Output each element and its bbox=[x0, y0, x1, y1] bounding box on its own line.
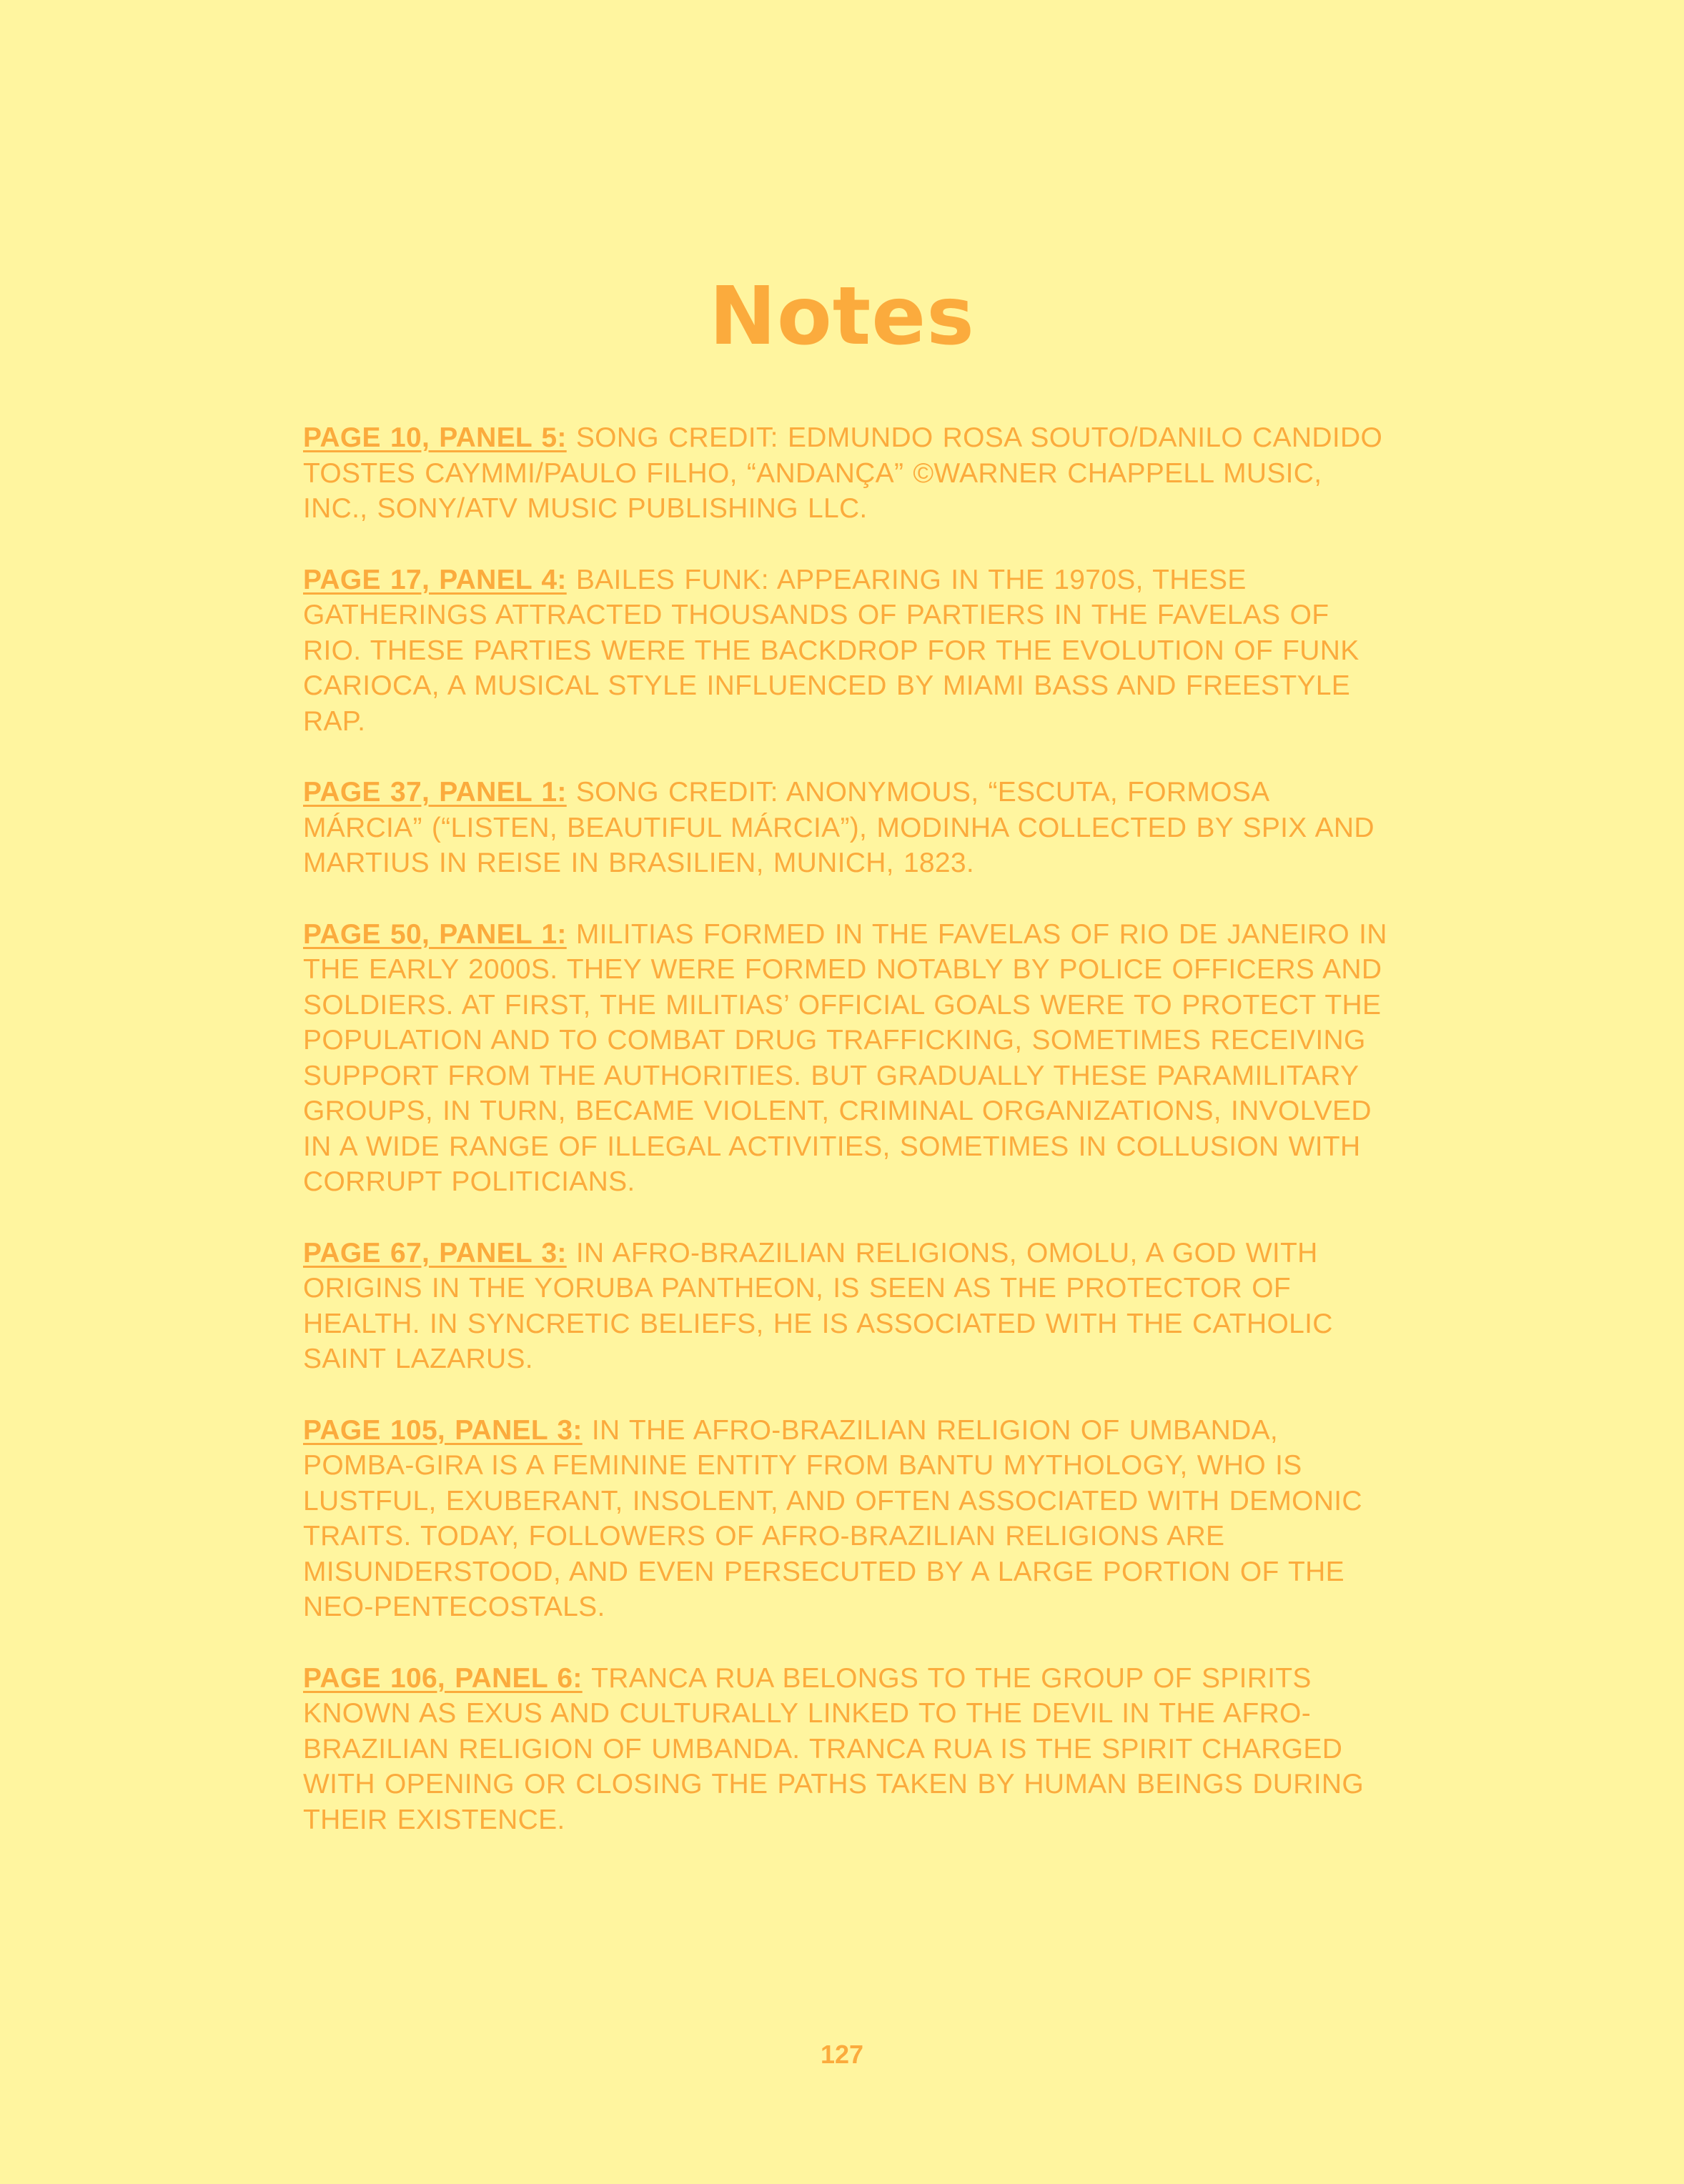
note-text: TRANCA RUA BELONGS TO THE GROUP OF SPIRITS KNOWN AS EXUS AND CULTURALLY LINKED TO THE DEVIL IN THE AFRO-BRAZILIAN RELIGION OF UMBANDA. TRANCA RUA IS THE SPIRIT CHARGED WITH OPENING OR CLOSING THE PATHS TAKEN BY HUMAN BEINGS DURING THEIR EXISTENCE. bbox=[303, 1662, 1364, 1835]
note-reference: PAGE 50, PANEL 1: bbox=[303, 918, 567, 950]
note-item bbox=[303, 1661, 1390, 1838]
note-item bbox=[303, 1413, 1390, 1625]
note-reference: PAGE 105, PANEL 3: bbox=[303, 1414, 583, 1446]
note-text: BAILES FUNK: APPEARING IN THE 1970S, THESE GATHERINGS ATTRACTED THOUSANDS OF PARTIERS IN THE FAVELAS OF RIO. THESE PARTIES WERE THE BACKDROP FOR THE EVOLUTION OF FUNK CARIOCA, A MUSICAL STYLE INFLUENCED BY MIAMI BASS AND FREESTYLE RAP. bbox=[303, 564, 1359, 737]
note-reference: PAGE 17, PANEL 4: bbox=[303, 564, 567, 595]
note-reference: PAGE 37, PANEL 1: bbox=[303, 777, 567, 808]
note-text: SONG CREDIT: EDMUNDO ROSA SOUTO/DANILO CANDIDO TOSTES CAYMMI/PAULO FILHO, “ANDANÇA” ©WARNER CHAPPELL MUSIC, INC., SONY/ATV MUSIC PUBLISHING LLC. bbox=[303, 422, 1383, 524]
notes-list bbox=[303, 420, 1390, 1873]
note-item bbox=[303, 420, 1390, 527]
note-item bbox=[303, 775, 1390, 881]
note-text: IN AFRO-BRAZILIAN RELIGIONS, OMOLU, A GOD WITH ORIGINS IN THE YORUBA PANTHEON, IS SEEN AS THE PROTECTOR OF HEALTH. IN SYNCRETIC BELIEFS, HE IS ASSOCIATED WITH THE CATHOLIC SAINT LAZARUS. bbox=[303, 1237, 1333, 1374]
note-reference: PAGE 10, PANEL 5: bbox=[303, 422, 567, 453]
note-item bbox=[303, 1236, 1390, 1377]
note-item bbox=[303, 562, 1390, 740]
note-text: SONG CREDIT: ANONYMOUS, “ESCUTA, FORMOSA MÁRCIA” (“LISTEN, BEAUTIFUL MÁRCIA”), MODINHA COLLECTED BY SPIX AND MARTIUS IN REISE IN BRASILIEN, MUNICH, 1823. bbox=[303, 777, 1375, 878]
page-number: 127 bbox=[820, 2040, 864, 2069]
page-title: Notes bbox=[709, 270, 975, 363]
note-item bbox=[303, 917, 1390, 1200]
note-reference: PAGE 67, PANEL 3: bbox=[303, 1237, 567, 1269]
note-text: MILITIAS FORMED IN THE FAVELAS OF RIO DE JANEIRO IN THE EARLY 2000S. THEY WERE FORMED NOTABLY BY POLICE OFFICERS AND SOLDIERS. AT FIRST, THE MILITIAS’ OFFICIAL GOALS WERE TO PROTECT THE POPULATION AND TO COMBAT DRUG TRAFFICKING, SOMETIMES RECEIVING SUPPORT FROM THE AUTHORITIES. BUT GRADUALLY THESE PARAMILITARY GROUPS, IN TURN, BECAME VIOLENT, CRIMINAL ORGANIZATIONS, INVOLVED IN A WIDE RANGE OF ILLEGAL ACTIVITIES, SOMETIMES IN COLLUSION WITH CORRUPT POLITICIANS. bbox=[303, 918, 1387, 1197]
note-text: IN THE AFRO-BRAZILIAN RELIGION OF UMBANDA, POMBA-GIRA IS A FEMININE ENTITY FROM BANTU MYTHOLOGY, WHO IS LUSTFUL, EXUBERANT, INSOLENT, AND OFTEN ASSOCIATED WITH DEMONIC TRAITS. TODAY, FOLLOWERS OF AFRO-BRAZILIAN RELIGIONS ARE MISUNDERSTOOD, AND EVEN PERSECUTED BY A LARGE PORTION OF THE NEO-PENTECOSTALS. bbox=[303, 1414, 1362, 1622]
note-reference: PAGE 106, PANEL 6: bbox=[303, 1662, 583, 1694]
